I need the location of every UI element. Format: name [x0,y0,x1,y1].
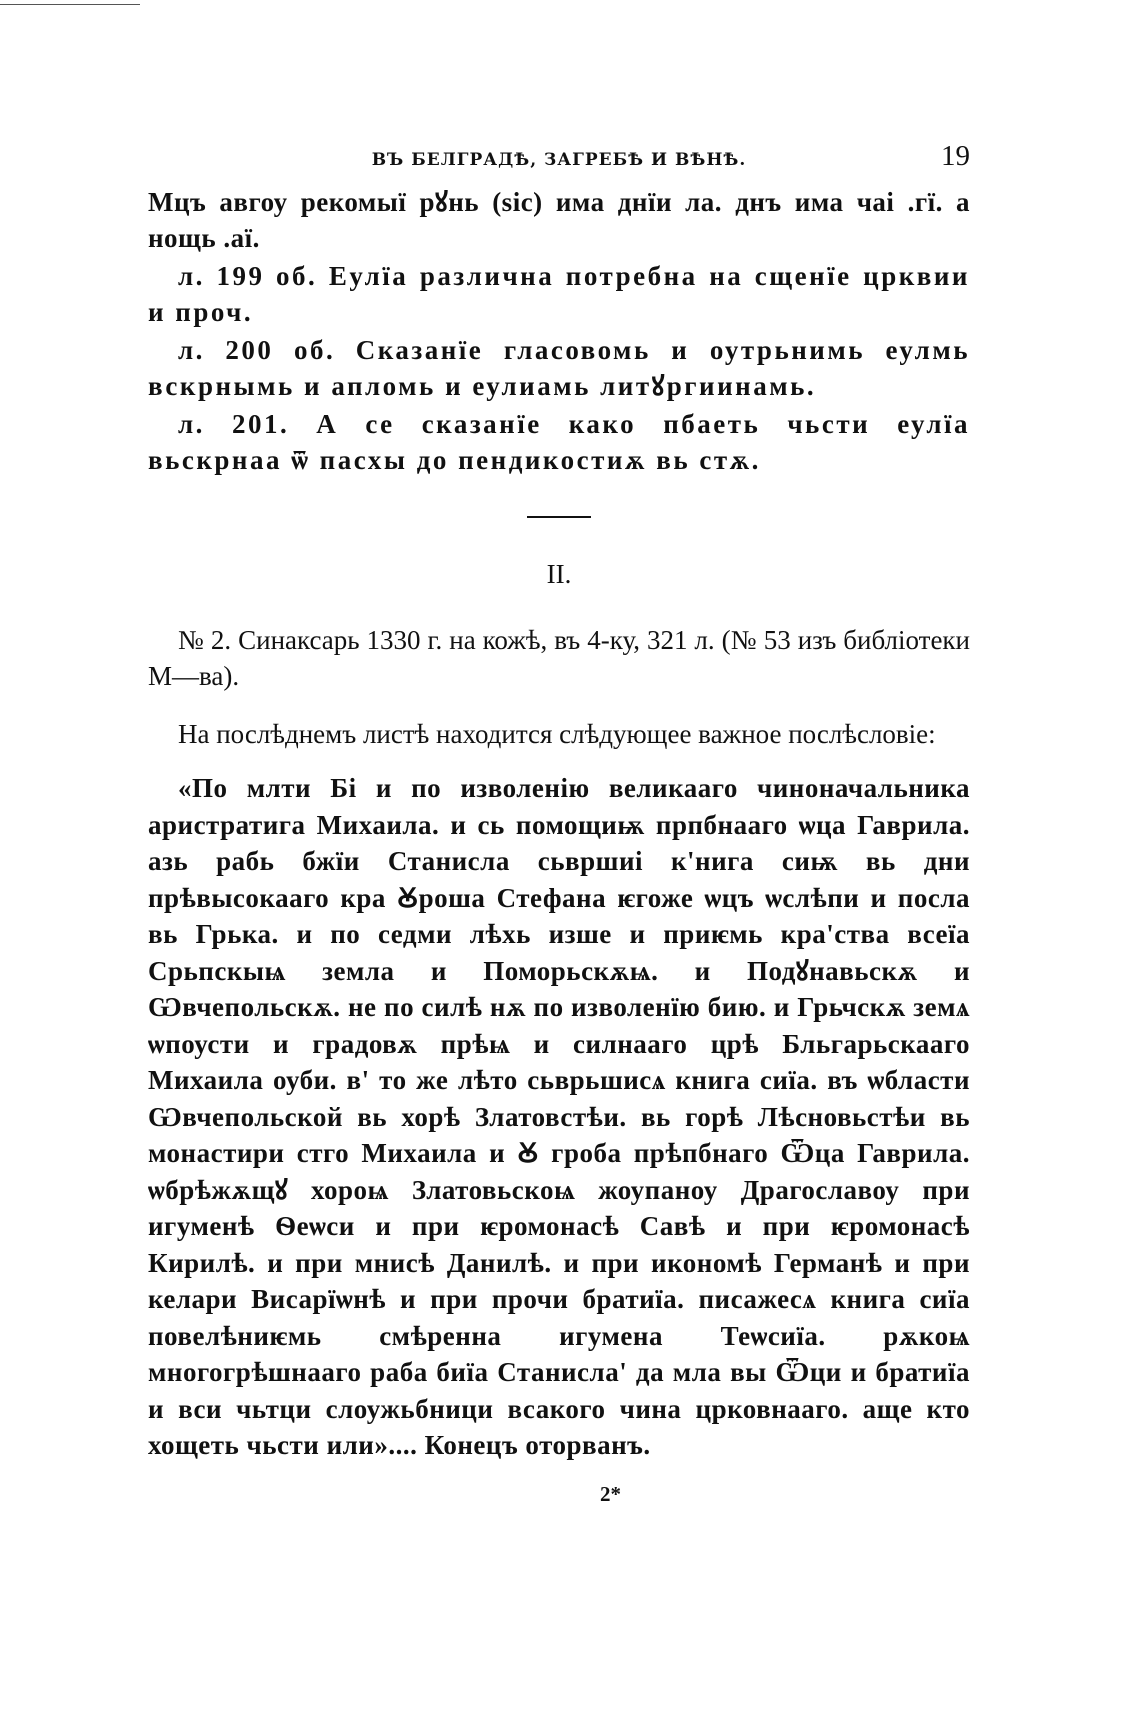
page-header [148,140,970,184]
signature-mark: 2* [600,1482,621,1506]
top-edge-line [0,4,140,5]
entry-199: л. 199 об. Еулїа различна потребна на сщенїе црквии и проч. [148,261,970,327]
intro-paragraph: На послѣднемъ листѣ находится слѣдующее важное послѣсловіе: [178,719,936,749]
opening-text: Мцъ авгоу рекомыї рꙋнь (sic) има днїи ла. днъ има чаі .гї. а нощь .аї. [148,187,970,253]
manuscript-entry: № 2. Синаксарь 1330 г. на кожѣ, въ 4-ку, 321 л. (№ 53 изъ библіотеки М—ва). [148,625,970,691]
page-number: 19 [941,140,970,172]
colophon-quote: «По млти Бі и по изволенію великааго чиноначальника аристратига Михаила. и сь помощиѭ прпбнааго ѡца Гаврила. азь рабь бжїи Станисла сьвршиі к'нига сиѭ вь дни прѣвысокааго кра Ꙋроша Стефана ѥгоже ѡцъ ѡслѣпи и посла вь Грька. и по седми лѣхь изше и приѥмь кра'ства всеїа Срьпскыѩ земла и Поморьскѫѩ. и Подꙋнавьскѫ и Ѡвчепольскѫ. не по силѣ нѫ по изволенїю бию. и Грьчскѫ земѧ ѡпоусти и градовѫ прѣѩ и силнааго црѣ Бльгарьскааго Михаила оуби. в' то же лѣто сьврьшисѧ книга сиїа. въ ѡбласти Ѡвчепольской вь хорѣ Златовстѣи. вь горѣ Лѣсновьстѣи вь монастири стго Михаила и Ꙋ гроба прѣпбнаго Ѿца Гаврила. ѡбрѣжѫщꙋ хороѩ Златовьскоѩ жоупаноу Драгославоу при игуменѣ Ѳеѡси и при ѥромонасѣ Савѣ и при ѥромонасѣ Кирилѣ. и при мнисѣ Данилѣ. и при икономѣ Германѣ и при келари Висарїѡнѣ и при прочи братиїа. писажесѧ книга сиїа повелѣниѥмь смѣренна игумена Теѡсиїа. рѫкоѩ многогрѣшнааго раба биїа Станисла' да мла вы Ѿци и братиїа и вси чьтци слоужьбници всакого чина црковнааго. аще кто хощеть чьсти или».... Конецъ оторванъ. [148,773,970,1460]
entry-200: л. 200 об. Сказанїе гласовомь и оутрьнимь еулмь вскрнымь и апломь и еулиамь литꙋргиинамь. [148,335,970,401]
running-head: ВЪ БЕЛГРАДѢ, ЗАГРЕБѢ И ВѢНѢ. [371,150,747,170]
page-body [148,140,970,1464]
section-divider [527,516,591,518]
entry-201: л. 201. А се сказанїе како пбаеть чьсти еулїа вьскрнаа ѿ пасхы до пендикостиѫ вь стѫ. [148,409,970,475]
section-numeral: II. [546,559,572,589]
